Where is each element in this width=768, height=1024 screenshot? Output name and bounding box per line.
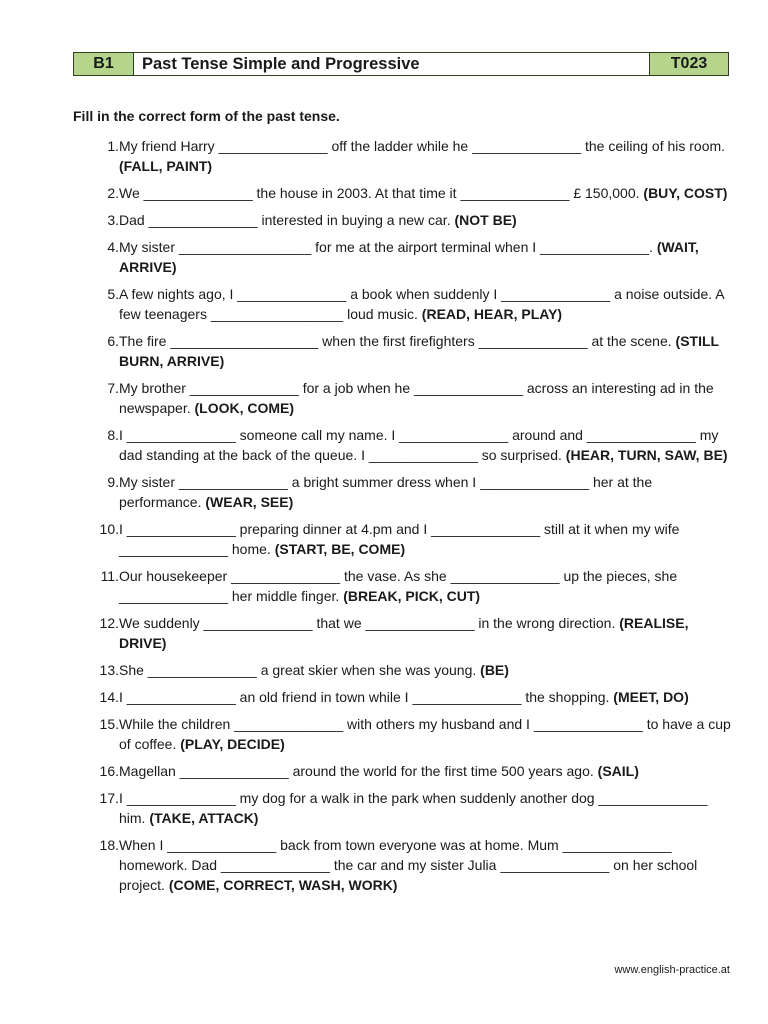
verb-hint: (START, BE, COME) [274, 541, 406, 557]
exercise-text [119, 835, 735, 895]
exercise-text [119, 425, 735, 465]
worksheet-code: T023 [650, 53, 728, 75]
exercise-sentence: Magellan ______________ around the world for the first time 500 years ago. [119, 763, 598, 779]
exercise-number [73, 284, 119, 324]
exercise-text [119, 519, 735, 559]
exercise-number-label: 10. [99, 521, 119, 537]
exercise-item [73, 660, 735, 680]
exercise-item [73, 788, 735, 828]
exercise-number [73, 660, 119, 680]
exercise-text [119, 331, 735, 371]
exercise-item [73, 284, 735, 324]
exercise-number-label: 6. [107, 333, 119, 349]
exercise-number-label: 13. [99, 662, 119, 678]
exercise-sentence: My sister _________________ for me at the airport terminal when I ______________. [119, 239, 657, 255]
exercise-number-label: 18. [99, 837, 119, 853]
exercise-text [119, 378, 735, 418]
exercise-item [73, 835, 735, 895]
verb-hint: (LOOK, COME) [194, 400, 295, 416]
exercise-sentence: We ______________ the house in 2003. At that time it ______________ £ 150,000. [119, 185, 644, 201]
exercise-sentence: While the children ______________ with others my husband and I ______________ to have a cup of coffee. [119, 716, 731, 752]
exercise-number-label: 3. [107, 212, 119, 228]
exercise-list [73, 136, 735, 902]
exercise-number-label: 14. [99, 689, 119, 705]
exercise-number-label: 2. [107, 185, 119, 201]
exercise-number [73, 210, 119, 230]
exercise-sentence: The fire ___________________ when the first firefighters ______________ at the scene. [119, 333, 676, 349]
exercise-item [73, 687, 735, 707]
exercise-number [73, 566, 119, 606]
exercise-item [73, 237, 735, 277]
verb-hint: (NOT BE) [454, 212, 517, 228]
exercise-text [119, 660, 735, 680]
instruction-text: Fill in the correct form of the past tense. [73, 108, 340, 124]
exercise-sentence: My brother ______________ for a job when he ______________ across an interesting ad in the newspaper. [119, 380, 714, 416]
exercise-number [73, 425, 119, 465]
verb-hint: (MEET, DO) [613, 689, 689, 705]
exercise-number [73, 788, 119, 828]
verb-hint: (COME, CORRECT, WASH, WORK) [168, 877, 398, 893]
exercise-sentence: My friend Harry ______________ off the ladder while he ______________ the ceiling of his room. [119, 138, 726, 154]
verb-hint: (FALL, PAINT) [119, 158, 213, 174]
exercise-number-label: 15. [99, 716, 119, 732]
worksheet-title: Past Tense Simple and Progressive [134, 53, 650, 75]
exercise-sentence: A few nights ago, I ______________ a book when suddenly I ______________ a noise outside. A few teenagers _________________ loud music. [119, 286, 724, 322]
level-badge: B1 [74, 53, 134, 75]
exercise-number [73, 183, 119, 203]
exercise-number-label: 9. [107, 474, 119, 490]
exercise-number [73, 331, 119, 371]
exercise-sentence: I ______________ my dog for a walk in the park when suddenly another dog ______________ him. [119, 790, 708, 826]
exercise-item [73, 378, 735, 418]
exercise-item [73, 714, 735, 754]
exercise-number-label: 4. [107, 239, 119, 255]
exercise-number [73, 687, 119, 707]
verb-hint: (TAKE, ATTACK) [149, 810, 259, 826]
exercise-number-label: 1. [107, 138, 119, 154]
exercise-item [73, 472, 735, 512]
exercise-number-label: 5. [107, 286, 119, 302]
verb-hint: (READ, HEAR, PLAY) [421, 306, 563, 322]
exercise-number [73, 835, 119, 895]
verb-hint: (WEAR, SEE) [205, 494, 294, 510]
exercise-item [73, 136, 735, 176]
exercise-sentence: We suddenly ______________ that we ______________ in the wrong direction. [119, 615, 620, 631]
exercise-number [73, 613, 119, 653]
verb-hint: (HEAR, TURN, SAW, BE) [565, 447, 728, 463]
exercise-number [73, 519, 119, 559]
exercise-text [119, 613, 735, 653]
exercise-sentence: Dad ______________ interested in buying a new car. [119, 212, 455, 228]
exercise-item [73, 425, 735, 465]
exercise-text [119, 472, 735, 512]
verb-hint: (BREAK, PICK, CUT) [343, 588, 481, 604]
exercise-text [119, 284, 735, 324]
exercise-number-label: 17. [99, 790, 119, 806]
exercise-number-label: 12. [99, 615, 119, 631]
exercise-number [73, 237, 119, 277]
exercise-item [73, 210, 735, 230]
verb-hint: (PLAY, DECIDE) [180, 736, 285, 752]
exercise-number [73, 378, 119, 418]
exercise-item [73, 519, 735, 559]
exercise-item [73, 613, 735, 653]
exercise-number-label: 11. [100, 568, 119, 584]
exercise-sentence: When I ______________ back from town everyone was at home. Mum ______________ homework. Dad ______________ the car and my sister Julia ______________ on her school project. [119, 837, 698, 893]
exercise-sentence: She ______________ a great skier when she was young. [119, 662, 481, 678]
exercise-item [73, 566, 735, 606]
exercise-number [73, 761, 119, 781]
exercise-number-label: 7. [107, 380, 119, 396]
exercise-text [119, 566, 735, 606]
exercise-text [119, 714, 735, 754]
exercise-text [119, 788, 735, 828]
verb-hint: (WAIT, ARRIVE) [119, 239, 699, 275]
verb-hint: (REALISE, DRIVE) [119, 615, 689, 651]
exercise-text [119, 687, 735, 707]
exercise-text [119, 761, 735, 781]
exercise-text [119, 136, 735, 176]
verb-hint: (STILL BURN, ARRIVE) [119, 333, 719, 369]
exercise-number-label: 16. [99, 763, 119, 779]
worksheet-header [73, 52, 729, 76]
exercise-text [119, 183, 735, 203]
verb-hint: (BE) [480, 662, 509, 678]
exercise-sentence: Our housekeeper ______________ the vase. As she ______________ up the pieces, she ______________ her middle finger. [119, 568, 678, 604]
exercise-number [73, 714, 119, 754]
exercise-sentence: My sister ______________ a bright summer dress when I ______________ her at the performance. [119, 474, 653, 510]
verb-hint: (BUY, COST) [643, 185, 728, 201]
exercise-item [73, 331, 735, 371]
exercise-sentence: I ______________ preparing dinner at 4.pm and I ______________ still at it when my wife ______________ home. [119, 521, 680, 557]
exercise-item [73, 183, 735, 203]
exercise-item [73, 761, 735, 781]
exercise-number-label: 8. [107, 427, 119, 443]
exercise-number [73, 136, 119, 176]
exercise-text [119, 237, 735, 277]
exercise-text [119, 210, 735, 230]
exercise-sentence: I ______________ someone call my name. I ______________ around and ______________ my dad standing at the back of the queue. I ______________ so surprised. [119, 427, 719, 463]
exercise-number [73, 472, 119, 512]
verb-hint: (SAIL) [597, 763, 639, 779]
exercise-sentence: I ______________ an old friend in town while I ______________ the shopping. [119, 689, 614, 705]
footer-url: www.english-practice.at [614, 964, 730, 976]
